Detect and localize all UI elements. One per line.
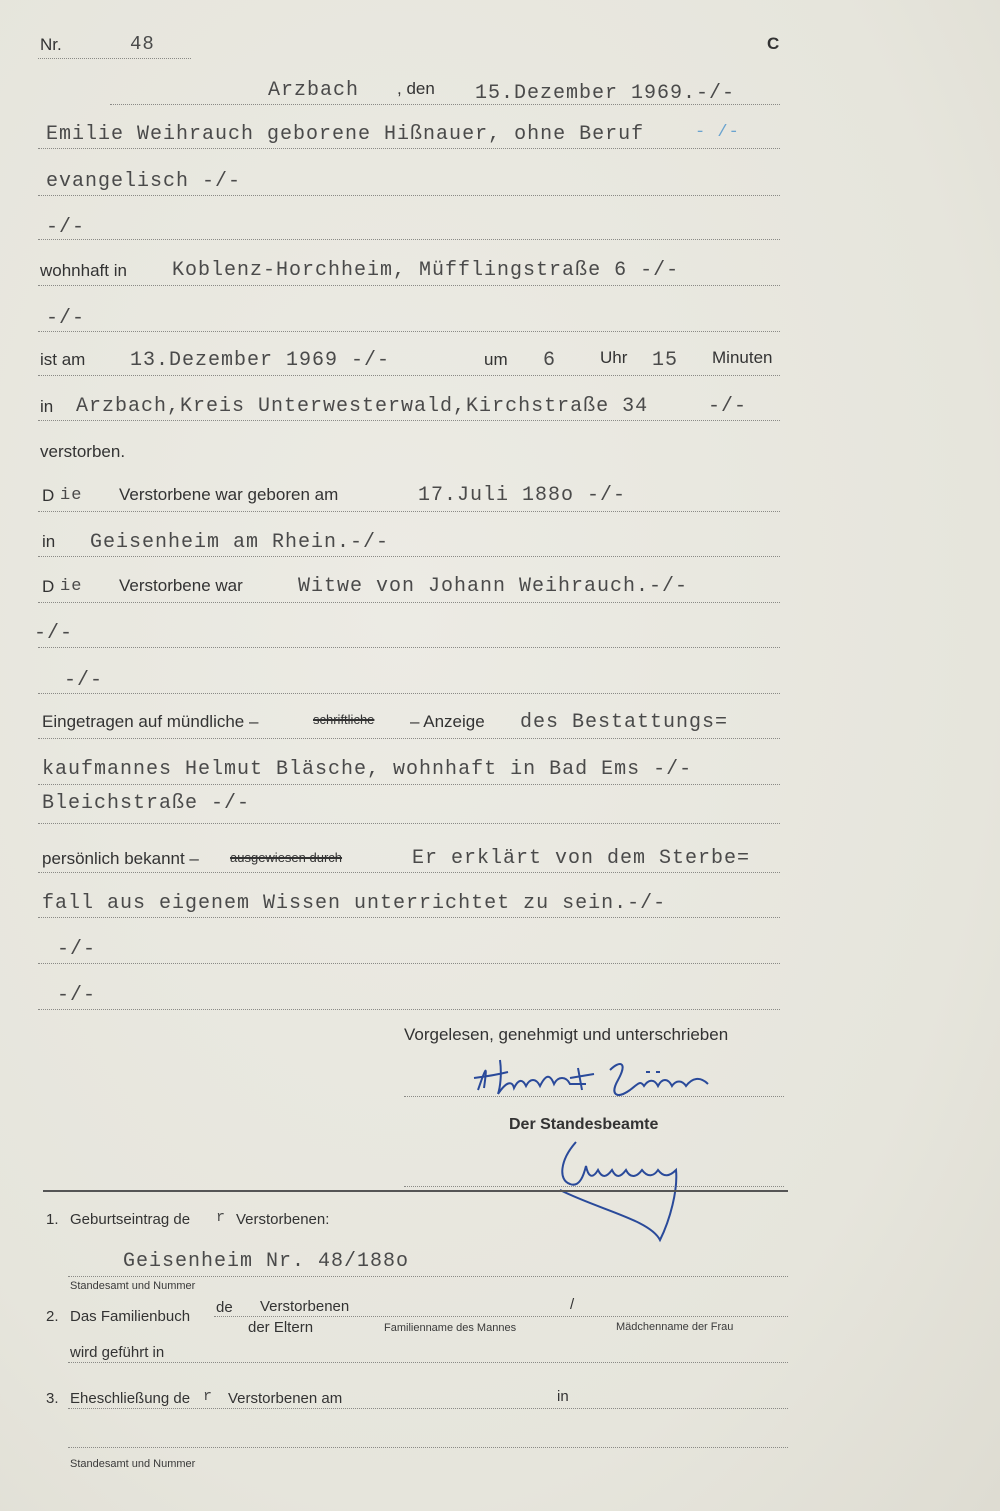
death-place: Arzbach,Kreis Unterwesterwald,Kirchstraße 34 [76,395,649,418]
blank-mark-6: -/- [57,984,97,1007]
blank-mark-3: -/- [34,622,74,645]
informant-line-2: kaufmannes Helmut Bläsche, wohnhaft in Bad Ems -/- [42,758,693,781]
birth-in-label: in [42,532,56,551]
wohnhaft-label: wohnhaft in [40,261,127,280]
birth-prefix-d: D [42,486,55,505]
item2-caption-mann: Familienname des Mannes [384,1322,517,1334]
birth-place: Geisenheim am Rhein.-/- [90,531,390,554]
death-place-suffix: -/- [708,395,748,418]
blank-line-5 [38,937,780,964]
item1-caption: Standesamt und Nummer [70,1280,196,1292]
blank-line-2 [38,305,780,332]
item2-verstorbenen: Verstorbenen [260,1298,350,1315]
marital-status: Witwe von Johann Weihrauch.-/- [298,575,689,598]
residence: Koblenz-Horchheim, Müfflingstraße 6 -/- [172,259,680,282]
blank-mark-1: -/- [46,216,86,239]
statement-1: Er erklärt von dem Sterbe= [412,847,751,870]
blank-line-4 [38,667,780,694]
name-suffix: - /- [695,123,740,142]
statement-2: fall aus eigenem Wissen unterrichtet zu sein.-/- [42,892,667,915]
death-date: 13.Dezember 1969 -/- [130,349,391,372]
nr-label: Nr. [40,35,62,54]
deceased-name: Emilie Weihrauch geborene Hißnauer, ohne Beruf [46,123,645,146]
item1-label-a: Geburtseintrag de [70,1211,191,1228]
item1-label-b: Verstorbenen: [236,1211,330,1228]
item1-value: Geisenheim Nr. 48/188o [123,1250,410,1273]
ist-am-label: ist am [40,350,86,369]
blank-line-3 [38,621,780,648]
informant-signature [470,1050,730,1110]
struck-schriftliche: schriftliche [313,712,375,727]
anzeige-label: – Anzeige [410,712,485,731]
blank-mark-4: -/- [64,669,104,692]
marital-prefix-ie: ie [60,577,83,596]
item2-slash: / [570,1296,575,1313]
minuten-label: Minuten [712,348,773,367]
death-hour: 6 [543,349,557,372]
birth-date: 17.Juli 188o -/- [418,484,627,507]
item2-de: de [216,1299,233,1316]
form-letter: C [767,34,780,53]
registration-label: Eingetragen auf mündliche – [42,712,259,731]
blank-mark-5: -/- [57,938,97,961]
item3-label-a: Eheschließung de [70,1390,191,1407]
item3-line [68,1382,788,1409]
death-minutes: 15 [652,349,679,372]
item3-label-b: Verstorbenen am [228,1390,343,1407]
item1-number: 1. [46,1211,59,1228]
footer-separator [43,1190,788,1192]
registrar-label: Der Standesbeamte [509,1116,659,1133]
blank-mark-2: -/- [46,307,86,330]
item2-caption-frau: Mädchenname der Frau [616,1321,734,1333]
marital-label: Verstorbene war [119,576,243,595]
registry-date: 15.Dezember 1969.-/- [475,82,736,105]
in-label: in [40,397,54,416]
uhr-label: Uhr [600,348,628,367]
item1-label-r: r [216,1209,227,1226]
struck-ausgewiesen: ausgewiesen durch [230,850,343,865]
um-label: um [484,350,508,369]
marital-prefix-d: D [42,577,55,596]
known-label: persönlich bekannt – [42,849,199,868]
item2-wird-line [68,1336,788,1363]
den-label: , den [397,79,435,98]
item3-number: 3. [46,1390,59,1407]
item2-number: 2. [46,1308,59,1325]
item2-label: Das Familienbuch [70,1308,191,1325]
entry-number: 48 [130,33,155,55]
item3-in: in [557,1388,569,1405]
verstorben-label: verstorben. [40,442,126,461]
registry-place: Arzbach [268,79,360,102]
birth-label: Verstorbene war geboren am [119,485,339,504]
read-approved-label: Vorgelesen, genehmigt und unterschrieben [404,1025,729,1044]
item3-label-r: r [203,1388,214,1405]
item3-number-line [68,1421,788,1448]
religion: evangelisch -/- [46,170,242,193]
item3-caption: Standesamt und Nummer [70,1458,196,1470]
birth-prefix-ie: ie [60,486,83,505]
informant-line-3: Bleichstraße -/- [42,792,251,815]
blank-line-1 [38,213,780,240]
blank-line-6 [38,983,780,1010]
informant-line-1: des Bestattungs= [520,711,729,734]
item2-der-eltern: der Eltern [248,1319,314,1336]
item2-wird: wird geführt in [70,1344,165,1361]
